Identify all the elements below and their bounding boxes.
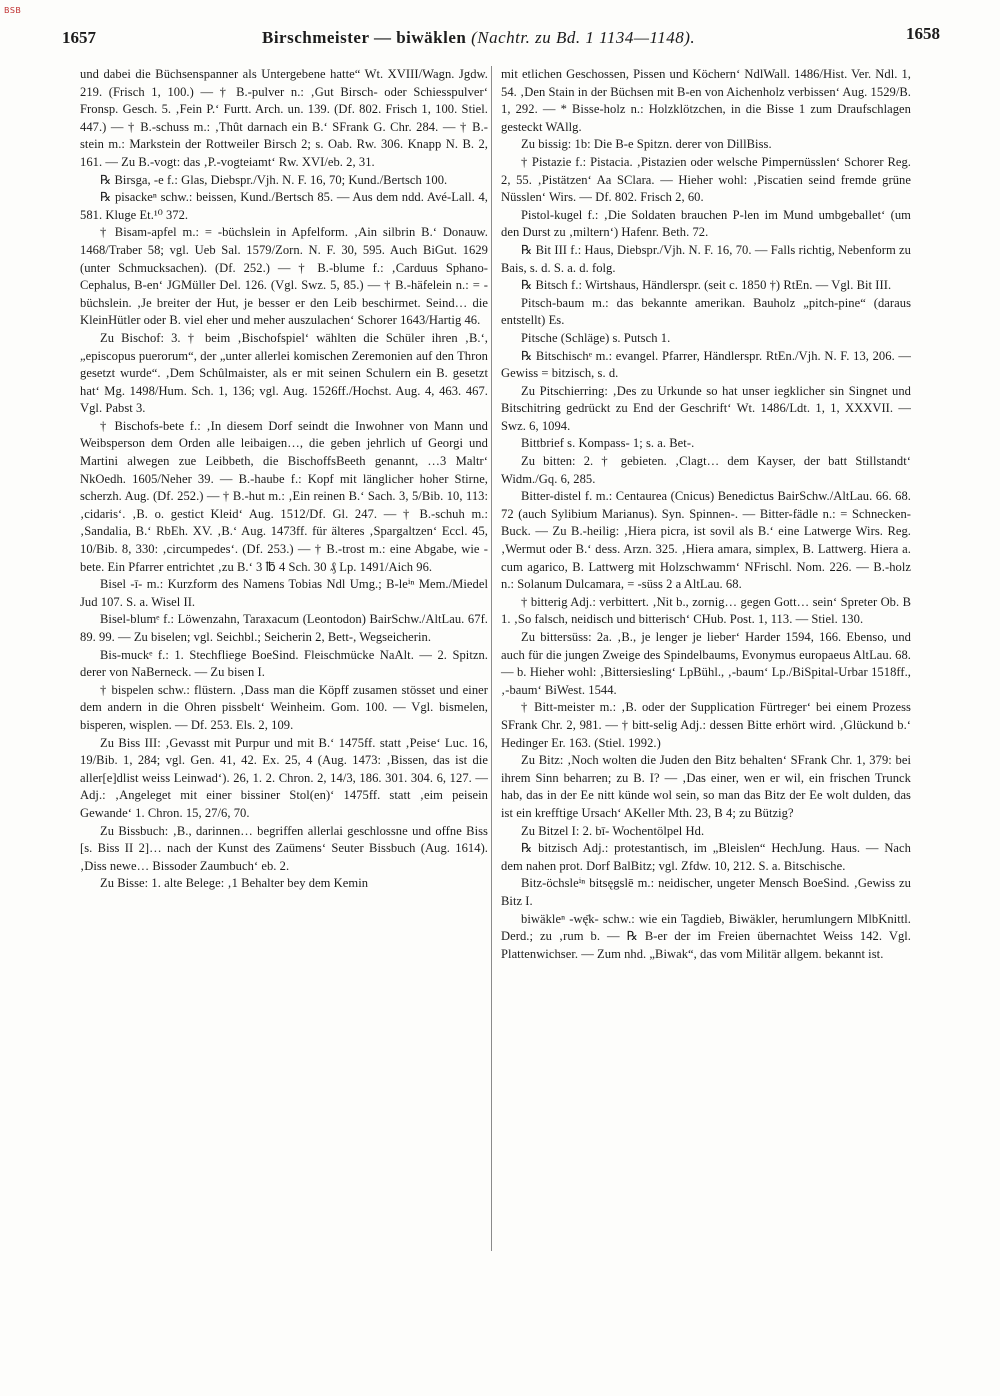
entry-paragraph: Bisel-blumᵉ f.: Löwenzahn, Taraxacum (Leontodon) BairSchw./AltLau. 67f. 89. 99. — Zu biselen; vgl. Seichbl.; Seicherin 2, Bett-, Wegseicherin. (80, 612, 488, 644)
entry-paragraph: ℞ Birsga, -e f.: Glas, Diebspr./Vjh. N. F. 16, 70; Kund./Bertsch 100. (100, 172, 448, 187)
left-column (80, 66, 488, 893)
entry-paragraph: † bitterig Adj.: verbittert. ‚Nit b., zornig… gegen Gott… sein‘ Spreter Ob. B 1. ‚So falsch, neidisch und bitterisch‘ CHub. Post. 1, 113. — Stiel. 130. (501, 594, 911, 627)
entry-paragraph: † Pistazie f.: Pistacia. ‚Pistazien oder welsche Pimpernüsslen‘ Schorer Reg. 2, 55. ‚Pistätzen‘ Aa SClara. — Hieher wohl: ‚Piscatien seind fremde grüne Nüsslen‘ Wirs. — Df. 802. Frisch 2, 60. (501, 154, 911, 205)
entry-paragraph: † Bisam-apfel m.: = -büchslein in Apfelform. ‚Ain silbrin B.‘ Donauw. 1468/Traber 58; vgl. Ueb Sal. 1579/Zorn. N. F. 30, 595. Auch BiGut. 1629 (unter Schmucksachen). (Df. 252.) — † B.-blume f.: ‚Carduus Sphano-Cephalus, B-en‘ JGMüller Del. 126. (Vgl. Swz. 5, 85.) — † B.-häfelein n.: = -büchslein. ‚Je breiter der Hut, je besser er den Leib beschirmet. Seind… die KleinHütler oder B. viel eher und meher auszulachen‘ Schorer 1643/Hartig 46. (80, 225, 488, 328)
entry-paragraph: † bispelen schw.: flüstern. ‚Dass man die Köpff zusamen stösset und einer dem andern in die Ohren pissbelt‘ Weinheim. Gom. 100. — Vgl. bismelen, bisperen, wisplen. — Df. 253. Els. 2, 109. (80, 682, 488, 732)
running-header (62, 24, 940, 60)
entry-paragraph: Bis-muckᵉ f.: 1. Stechfliege BoeSind. Fleischmücke NaAlt. — 2. Spitzn. derer von NaBerneck. — Zu bisen I. (80, 647, 488, 680)
entry-paragraph: Zu Bischof: 3. † beim ‚Bischofspiel‘ wählten die Schüler ihren ‚B.‘, „episcopus puerorum“, der „unter allerlei komischen Zeremonien auf den Thron gesetzt wurde“. ‚Dem Schûlmaister, als er mit seinen Schulern ein B. gesetzt hat‘ Mg. 1498/Hum. Sch. 1, 136; vgl. Aug. 1526ff./Hochst. Aug. 4, 463. 467. Vgl. Pabst 3. (80, 330, 488, 416)
entry-paragraph: ℞ bitzisch Adj.: protestantisch, im „Bleislen“ HechJung. Haus. — Nach dem nahen prot. Dorf BalBitz; vgl. Zfdw. 10, 212. S. a. Bitschische. (501, 841, 911, 873)
entry-paragraph: ℞ Bitsch f.: Wirtshaus, Händlerspr. (seit c. 1850 †) RtEn. — Vgl. Bit III. (521, 278, 892, 293)
entry-paragraph: ℞ Bit III f.: Haus, Diebspr./Vjh. N. F. 16, 70. — Falls richtig, Nebenform zu Bais, s. d. S. a. d. folg. (501, 242, 911, 275)
entry-paragraph: Zu bissig: 1b: Die B-e Spitzn. derer von DillBiss. (521, 137, 772, 152)
entry-paragraph: Zu Biss III: ‚Gevasst mit Purpur und mit B.‘ 1475ff. statt ‚Peise‘ Luc. 16, 19/Bib. 1, 284; vgl. Gen. 41, 42. Ex. 25, 4 (Aug. 1473: ‚Bissen, das ist die aller[e]dlist weiss Leinwad‘). 26, 1. 2. Chron. 2, 14/3, 186. 301. 304. 6, 127. — Adj.: ‚Angeleget mit einer bissiner Stol(en)‘ 1475ff. statt ‚eim peisein Gewande‘ 1. Chron. 15, 27/6, 70. (80, 735, 488, 820)
library-stamp: BSB (4, 6, 22, 15)
column-divider (491, 66, 492, 1251)
entry-paragraph: Pitsche (Schläge) s. Putsch 1. (521, 330, 671, 345)
entry-paragraph: mit etlichen Geschossen, Pissen und Köchern‘ NdlWall. 1486/Hist. Ver. Ndl. 1, 54. ‚Den Stain in der Büchsen mit B-en von Aichenholz verbissen‘ Aug. 1529/B. 1, 292. — * Bisse-holz n.: Holzklötzchen, in die Bisse 1 zum Draufschlagen gesteckt WAllg. (501, 67, 911, 134)
entry-paragraph: Pitsch-baum m.: das bekannte amerikan. Bauholz „pitch-pine“ (daraus entstellt) Es. (501, 295, 911, 328)
entry-paragraph: Zu Pitschierring: ‚Des zu Urkunde so hat unser iegklicher sin Singnet und Bitschitring gedrückt zu End der Geschrift‘ Wt. 1486/Ldt. 1, 1, XXXVII. — Swz. 6, 1094. (501, 383, 911, 433)
page-number-right: 1658 (906, 24, 940, 43)
entry-paragraph: Bitz-öchsleⁱⁿ bitsęgslē m.: neidischer, ungeter Mensch BoeSind. ‚Gewiss zu Bitz I. (501, 876, 911, 908)
entry-paragraph: Zu Bisse: 1. alte Belege: ‚1 Behalter bey dem Kemin (100, 876, 369, 891)
entry-paragraph: ℞ pisackeⁿ schw.: beissen, Kund./Bertsch 85. — Aus dem ndd. Avé-Lall. 4, 581. Kluge Et.¹⁰ 372. (80, 190, 488, 222)
entry-paragraph: Zu Bissbuch: ‚B., darinnen… begriffen allerlai geschlossne und offne Biss [s. Biss II 2]… nach der Kunst des Zaümens‘ Seuter Bissbuch (Aug. 1614). ‚Diss newe… Bissoder Zaumbuch‘ eb. 2. (80, 823, 488, 873)
entry-paragraph: † Bischofs-bete f.: ‚In diesem Dorf seindt die Inwohner von Mann und Weibsperson dem Orden alle leibaigen…, die geben jehrlich uf Georgi und Martini alwegen zue Leibbeth, die BischoffsBeeth genannt, …3 Maltr‘ NkOedh. 1605/Neher 39. — B.-haube f.: Kopf mit länglicher hoher Stirne, scherzh. Aug. (Df. 252.) — † B.-hut m.: ‚Ein reinen B.‘ Sach. 3, 5/Bib. 10, 113: ‚cidaris‘. ‚B. o. gestict Kleid‘ Aug. 1512/Df. Gl. 247. — † B.-schuh m.: ‚Sandalia, B.‘ RbEh. XV. ‚B.‘ Aug. 1473ff. für älteres ‚Spargaltzen‘ Eccl. 45, 10/Bib. 8, 330: ‚circumpedes‘. (Df. 253.) — † B.-trost m.: eine Abgabe, wie -bete. Ein Pfarrer entrichtet ‚zu B.‘ 3 ℔ 4 Sch. 30 ₰ Lp. 1491/Aich 96. (80, 418, 488, 574)
entry-paragraph: Bittbrief s. Kompass- 1; s. a. Bet-. (521, 436, 695, 451)
entry-paragraph: biwäkleⁿ ‑wę̄k‑ schw.: wie ein Tagdieb, Biwäkler, herumlungern MlbKnittl. Derd.; zu ‚rum b. — ℞ B-er der im Freien übernachtet Weiss 142. Vgl. Plattenwichser. — Zum nhd. „Biwak“, das vom Militär allgem. bekannt ist. (501, 911, 911, 961)
entry-paragraph: Zu bitten: 2. † gebieten. ‚Clagt… dem Kayser, der batt Stillstandt‘ Widm./Gq. 6, 285. (501, 454, 911, 486)
right-column (501, 66, 911, 963)
entry-paragraph: Bisel -ī- m.: Kurzform des Namens Tobias Ndl Umg.; B-leⁱⁿ Mem./Miedel Jud 107. S. a. Wisel II. (80, 577, 488, 609)
entry-paragraph: Pistol-kugel f.: ‚Die Soldaten brauchen P-len im Mund umbgeballet‘ (um den Durst zu ‚miltern‘) Hafenr. Beth. 72. (501, 207, 911, 240)
supplement-reference: (Nachtr. zu Bd. 1 1134—1148). (471, 28, 696, 47)
entry-paragraph: Zu Bitz: ‚Noch wolten die Juden den Bitz behalten‘ SFrank Chr. 1, 379: bei ihrem Sinn beharren; zu B. I? — ‚Das einer, wen er wil, ein frischen Trunck hab, das in der Ee nitt künde wol sein, so man das Bitz der Ee wolt dulden, das ist ein krefftige Ursach‘ AKeller Mth. 23, B 4; zu Bützig? (501, 753, 911, 820)
entry-paragraph: Zu Bitzel I: 2. bī- Wochentölpel Hd. (521, 823, 705, 838)
entry-paragraph: und dabei die Büchsenspanner als Untergebene hatte“ Wt. XVIII/Wagn. Jgdw. 219. (Frisch 1, 100.) — † B.-pulver n.: ‚Gut Birsch- oder Schiesspulver‘ Fronsp. Gesch. 5. ‚Fein P.‘ Furtt. Arch. un. 139. (Df. 802. Frisch 1, 100. Stiel. 447.) — † B.-schuss m.: ‚Thût darnach ein B.‘ SFrank G. Chr. 284. — † B.-stein m.: Markstein der Rottweiler Birsch 2; s. Oab. Rw. 306. Knapp N. B. 2, 161. — Zu B.-vogt: das ‚P.-vogteiamt‘ Rw. XVI/eb. 2, 31. (80, 67, 488, 169)
entry-paragraph: ℞ Bitschischᵉ m.: evangel. Pfarrer, Händlerspr. RtEn./Vjh. N. F. 13, 206. — Gewiss = bitzisch, s. d. (501, 348, 911, 381)
headword-range (262, 28, 695, 48)
entry-paragraph: Zu bittersüss: 2a. ‚B., je lenger je lieber‘ Harder 1594, 166. Ebenso, und auch für die jungen Zweige des Spindelbaums, Evonymus europaeus AltLau. 68. — b. Hieher wohl: ‚Bittersiesling‘ LpBühl., ‚-baum‘ Lp./BiSpital-Urbar 1518ff., ‚-baum‘ BiWest. 1544. (501, 630, 911, 697)
entry-paragraph: † Bitt-meister m.: ‚B. oder der Supplication Fürtreger‘ bei einem Prozess SFrank Chr. 2, 981. — † bitt-selig Adj.: dessen Bitte erhört wird. ‚Glückund b.‘ Hedinger Er. 163. (Stiel. 1992.) (501, 700, 911, 750)
entry-paragraph: Bitter-distel f. m.: Centaurea (Cnicus) Benedictus BairSchw./AltLau. 66. 68. 72 (auch Sylibium Marianus). Syn. Spinnen-. — Bitter-fädle n.: = Schnecken- Buck. — Zu B.-heilig: ‚Hiera picra, ist sovil als B.‘ eine Latwerge Wirs. Reg. ‚Wermut oder B.‘ dess. Arzn. 325. ‚Hiera amara, simplex, B. Lattwerg. Hiera a. cum agarico, B. Lattwerg mit Holzschwamm‘ NFrischl. Nom. 226. — B.-holz n.: Solanum Dulcamara, = -süss 2 a AltLau. 68. (501, 489, 911, 592)
headword-range-label: Birschmeister — biwäklen (262, 28, 467, 47)
page-number-left: 1657 (62, 28, 96, 47)
